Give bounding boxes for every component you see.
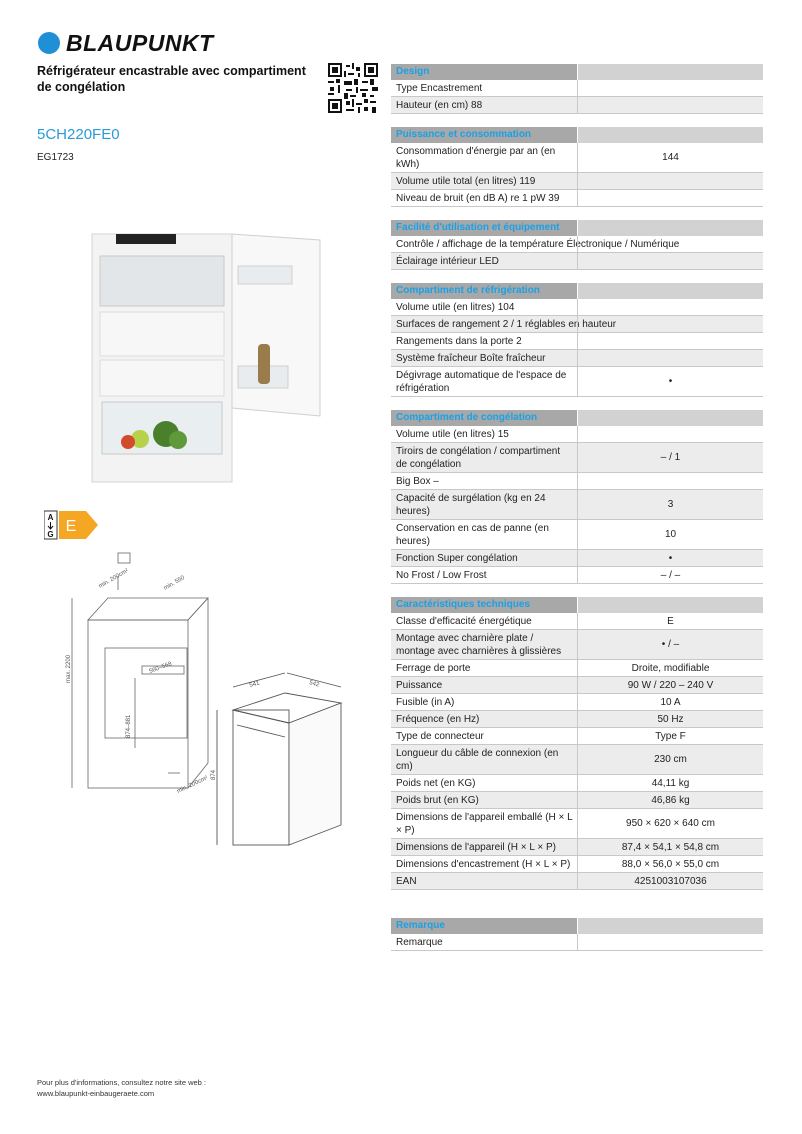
spec-value: 3 [577, 490, 763, 519]
spec-value: 50 Hz [577, 711, 763, 727]
spec-value: – / 1 [577, 443, 763, 472]
spec-label: Fréquence (en Hz) [396, 714, 480, 725]
spec-section-header [391, 127, 763, 143]
spec-label: Dimensions de l'appareil emballé (H × L × P) [396, 812, 573, 836]
spec-value: 144 [577, 143, 763, 172]
spec-label: Type Encastrement [396, 83, 483, 94]
spec-row [391, 728, 763, 745]
spec-value [577, 190, 763, 206]
spec-value [577, 333, 763, 349]
spec-row [391, 694, 763, 711]
spec-row [391, 490, 763, 520]
spec-row [391, 550, 763, 567]
spec-value [577, 316, 763, 332]
spec-section-title: Compartiment de réfrigération [391, 283, 577, 299]
spec-row [391, 173, 763, 190]
product-code: EG1723 [37, 152, 74, 163]
dim-width: 541 [248, 680, 261, 689]
spec-value: E [577, 613, 763, 629]
dim-max-height: max. 2200 [66, 654, 72, 683]
footer-website-link[interactable]: www.blaupunkt-einbaugeraete.com [37, 1089, 155, 1098]
spec-section-header [391, 220, 763, 236]
spec-label: Ferrage de porte [396, 663, 471, 674]
spec-row [391, 236, 763, 253]
spec-label: Système fraîcheur Boîte fraîcheur [396, 353, 546, 364]
spec-row [391, 745, 763, 775]
dim-height: 874 [211, 769, 217, 780]
spec-value [577, 173, 763, 189]
spec-section-header [391, 410, 763, 426]
spec-value [577, 426, 763, 442]
dim-bottom-vent: min. 200cm² [176, 775, 209, 795]
spec-value: • [577, 367, 763, 396]
spec-value: 10 A [577, 694, 763, 710]
spec-row [391, 443, 763, 473]
spec-row [391, 253, 763, 270]
spec-label: Volume utile total (en litres) 119 [396, 176, 536, 187]
spec-label: Consommation d'énergie par an (en kWh) [396, 146, 556, 170]
spec-label: Rangements dans la porte 2 [396, 336, 522, 347]
spec-row [391, 426, 763, 443]
spec-value [577, 934, 763, 950]
spec-label: Fonction Super congélation [396, 553, 518, 564]
spec-value: • / – [577, 630, 763, 659]
spec-row [391, 613, 763, 630]
spec-value [577, 253, 763, 269]
spec-section [391, 918, 763, 951]
spec-row [391, 660, 763, 677]
spec-section-title: Remarque [391, 918, 577, 934]
spec-section-title: Facilité d'utilisation et équipement [391, 220, 577, 236]
footer [37, 1077, 206, 1099]
footer-info-text: Pour plus d'informations, consultez notre site web : [37, 1078, 207, 1087]
spec-label: Tiroirs de congélation / compartiment de congélation [396, 446, 561, 470]
spec-row [391, 520, 763, 550]
product-model: 5CH220FE0 [37, 126, 120, 143]
spec-value: • [577, 550, 763, 566]
qr-code-icon [328, 63, 378, 113]
brand-name: BLAUPUNKT [66, 29, 214, 56]
spec-value: 44,11 kg [577, 775, 763, 791]
dim-depth: 542 [308, 680, 320, 689]
spec-row [391, 473, 763, 490]
spec-value [577, 299, 763, 315]
spec-label: Dimensions de l'appareil (H × L × P) [396, 842, 556, 853]
spec-row [391, 97, 763, 114]
spec-label: Contrôle / affichage de la température Électronique / Numérique [396, 239, 680, 250]
spec-row [391, 856, 763, 873]
spec-row [391, 367, 763, 397]
dim-niche-depth: min. 550 [163, 575, 186, 592]
spec-section-title: Puissance et consommation [391, 127, 577, 143]
energy-class: E [65, 518, 77, 535]
spec-value: 46,86 kg [577, 792, 763, 808]
spec-label: Big Box – [396, 476, 439, 487]
spec-value: 950 × 620 × 640 cm [577, 809, 763, 838]
spec-section-header [391, 918, 763, 934]
brand-dot-icon [38, 32, 60, 54]
fridge-product-image [88, 226, 328, 496]
spec-value [577, 350, 763, 366]
spec-row [391, 190, 763, 207]
spec-label: Remarque [396, 937, 443, 948]
spec-row [391, 934, 763, 951]
spec-label: Dimensions d'encastrement (H × L × P) [396, 859, 571, 870]
spec-row [391, 809, 763, 839]
spec-label: Capacité de surgélation (kg en 24 heures) [396, 493, 546, 517]
spec-label: Poids brut (en KG) [396, 795, 479, 806]
energy-scale-bottom: G [47, 530, 54, 539]
spec-label: Surfaces de rangement 2 / 1 réglables en hauteur [396, 319, 617, 330]
spec-value: 10 [577, 520, 763, 549]
spec-value [577, 236, 763, 252]
spec-section-header [391, 597, 763, 613]
spec-row [391, 677, 763, 694]
spec-label: Classe d'efficacité énergétique [396, 616, 532, 627]
spec-row [391, 567, 763, 584]
spec-label: Hauteur (en cm) 88 [396, 100, 483, 111]
spec-label: Poids net (en KG) [396, 778, 476, 789]
spec-label: Volume utile (en litres) 15 [396, 429, 509, 440]
spec-value: Droite, modifiable [577, 660, 763, 676]
spec-value: 88,0 × 56,0 × 55,0 cm [577, 856, 763, 872]
spec-section-header [391, 64, 763, 80]
spec-value: Type F [577, 728, 763, 744]
spec-row [391, 316, 763, 333]
spec-row [391, 775, 763, 792]
spec-label: Longueur du câble de connexion (en cm) [396, 748, 559, 772]
spec-row [391, 333, 763, 350]
spec-row [391, 299, 763, 316]
spec-label: Montage avec charnière plate / montage avec charnières à glissières [396, 633, 562, 657]
spec-section [391, 597, 763, 890]
spec-value [577, 473, 763, 489]
spec-label: Volume utile (en litres) 104 [396, 302, 515, 313]
dim-niche-width: 560–568 [148, 661, 173, 675]
spec-section-title: Compartiment de congélation [391, 410, 577, 426]
spec-row [391, 350, 763, 367]
spec-value [577, 97, 763, 113]
spec-section-title: Design [391, 64, 577, 80]
spec-value: 90 W / 220 – 240 V [577, 677, 763, 693]
spec-label: Conservation en cas de panne (en heures) [396, 523, 549, 547]
spec-table [391, 64, 763, 964]
energy-scale-top: A [47, 513, 54, 522]
product-title: Réfrigérateur encastrable avec compartiment de congélation [37, 64, 306, 94]
spec-label: Type de connecteur [396, 731, 484, 742]
dim-top-vent: min. 200cm² [98, 568, 130, 590]
dim-niche-height: 874–881 [126, 714, 132, 738]
spec-label: Fusible (in A) [396, 697, 455, 708]
spec-section-title: Caractéristiques techniques [391, 597, 577, 613]
spec-row [391, 873, 763, 890]
spec-row [391, 80, 763, 97]
spec-value: 4251003107036 [577, 873, 763, 889]
spec-section-header [391, 283, 763, 299]
spec-section [391, 220, 763, 270]
spec-value: 87,4 × 54,1 × 54,8 cm [577, 839, 763, 855]
spec-row [391, 711, 763, 728]
spec-label: No Frost / Low Frost [396, 570, 487, 581]
spec-label: Éclairage intérieur LED [396, 256, 499, 267]
installation-niche-drawing [60, 548, 220, 798]
spec-section [391, 283, 763, 397]
spec-label: Puissance [396, 680, 443, 691]
spec-row [391, 630, 763, 660]
spec-section [391, 64, 763, 114]
spec-row [391, 792, 763, 809]
energy-label [44, 510, 100, 540]
appliance-dimension-drawing [205, 665, 345, 850]
spec-section [391, 410, 763, 584]
brand-logo [38, 28, 238, 58]
spec-section [391, 127, 763, 207]
spec-label: Niveau de bruit (en dB A) re 1 pW 39 [396, 193, 560, 204]
spec-value [577, 80, 763, 96]
spec-label: EAN [396, 876, 417, 887]
spec-value: – / – [577, 567, 763, 583]
spec-row [391, 143, 763, 173]
spec-row [391, 839, 763, 856]
spec-label: Dégivrage automatique de l'espace de réfrigération [396, 370, 567, 394]
spec-value: 230 cm [577, 745, 763, 774]
